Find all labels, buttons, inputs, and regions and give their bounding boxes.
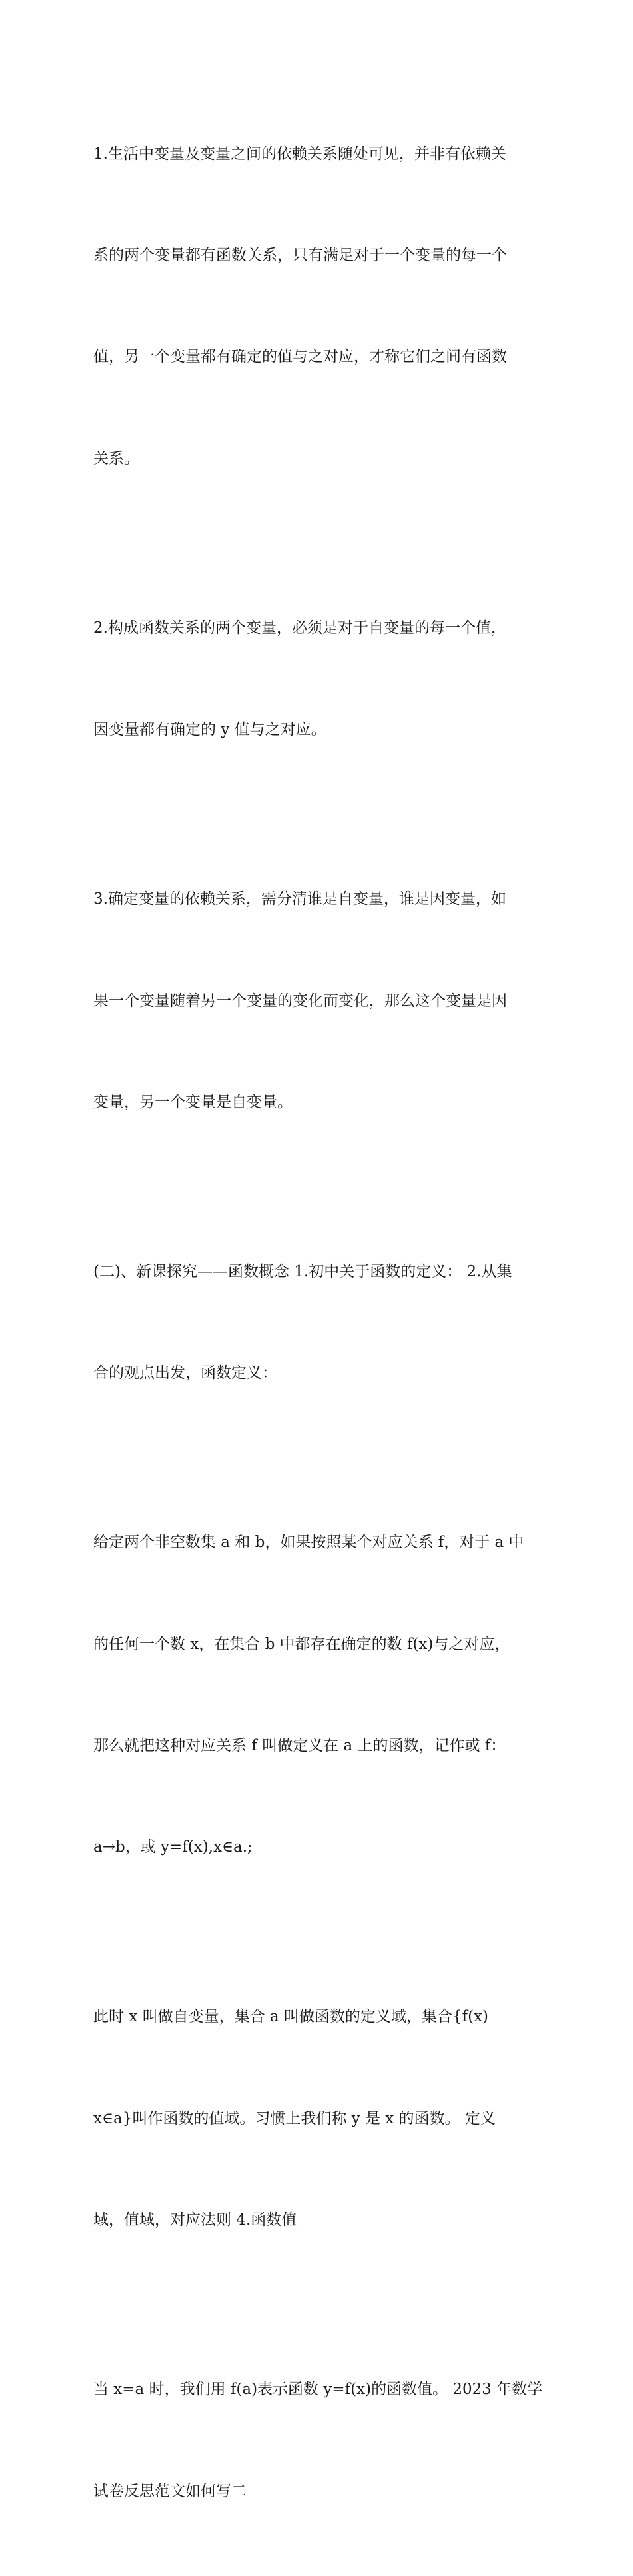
text-line: 因变量都有确定的 y 值与之对应。 [93,721,326,739]
text-line: 系的两个变量都有函数关系，只有满足对于一个变量的每一个 [93,246,507,264]
text-line: 当 x=a 时，我们用 f(a)表示函数 y=f(x)的函数值。 2023 年数学 [93,2381,543,2399]
paragraph-function-variables [93,543,546,814]
text-line: 值，另一个变量都有确定的值与之对应，才称它们之间有函数 [93,348,507,366]
text-line: 1.生活中变量及变量之间的依赖关系随处可见，并非有依赖关 [93,145,506,163]
text-line: 给定两个非空数集 a 和 b，如果按照某个对应关系 f，对于 a 中 [93,1534,524,1552]
text-line: 合的观点出发，函数定义： [93,1364,277,1382]
paragraph-domain-range [93,1933,546,2305]
paragraph-function-definition [93,1458,546,1933]
text-line: 那么就把这种对应关系 f 叫做定义在 a 上的函数，记作或 f： [93,1737,506,1755]
text-line: 的任何一个数 x，在集合 b 中都存在确定的数 f(x)与之对应， [93,1635,510,1653]
text-line: (二)、新课探究——函数概念 1.初中关于函数的定义： 2.从集 [93,1262,512,1280]
text-line: 域，值域，对应法则 4.函数值 [93,2211,297,2229]
text-line: 3.确定变量的依赖关系，需分清谁是自变量，谁是因变量，如 [93,890,506,908]
paragraph-dependency-determination [93,815,546,1188]
text-line: 关系。 [93,449,139,467]
paragraph-variables-dependency [93,69,546,543]
paragraph-function-value [93,2305,546,2576]
document-body [93,69,546,2576]
text-line: a→b，或 y=f(x),x∈a.; [93,1838,253,1856]
text-line: 变量，另一个变量是自变量。 [93,1093,293,1111]
text-line: x∈a}叫作函数的值域。习惯上我们称 y 是 x 的函数。 定义 [93,2109,496,2127]
paragraph-new-lesson [93,1187,546,1458]
text-line: 此时 x 叫做自变量，集合 a 叫做函数的定义域，集合{f(x)｜ [93,2008,504,2026]
text-line: 2.构成函数关系的两个变量，必须是对于自变量的每一个值， [93,619,506,637]
text-line: 试卷反思范文如何写二 [93,2482,247,2500]
text-line: 果一个变量随着另一个变量的变化而变化，那么这个变量是因 [93,992,507,1010]
